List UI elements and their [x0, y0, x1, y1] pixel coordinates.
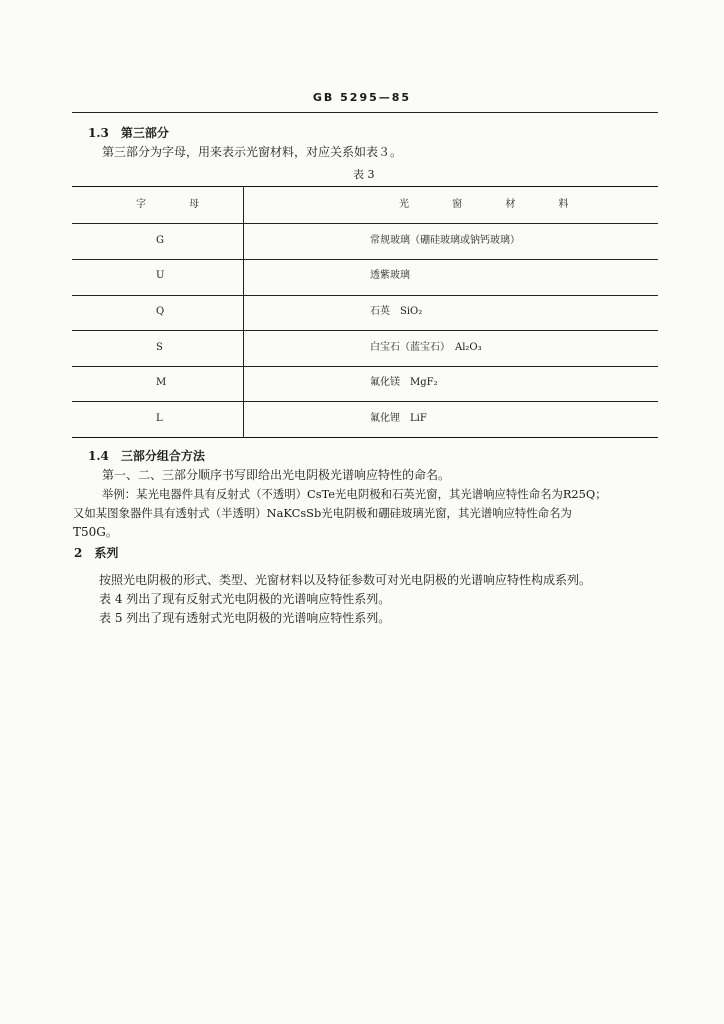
- table-row-rule: [72, 401, 658, 402]
- table-header-material: 光 窗 材 料: [399, 199, 589, 210]
- section-1-4-title: 1.4 三部分组合方法: [88, 449, 205, 463]
- table-cell-material: 氟化镁 MgF₂: [370, 377, 438, 388]
- paragraph-line: 表 5 列出了现有透射式光电阴极的光谱响应特性系列。: [99, 611, 391, 625]
- paragraph-line: 又如某图象器件具有透射式（半透明）NaKCsSb光电阴极和硼硅玻璃光窗，其光谱响应特性命名为: [73, 506, 572, 520]
- table-cell-material: 白宝石（蓝宝石） Al₂O₃: [370, 342, 482, 353]
- table-column-divider: [243, 186, 244, 437]
- table-row-rule: [72, 259, 658, 260]
- section-2-title: 2 系列: [74, 546, 119, 560]
- paragraph-line: T50G。: [73, 525, 118, 539]
- table-3-caption: 表 3: [353, 168, 375, 181]
- header-rule: [72, 112, 658, 113]
- table-cell-material: 透紫玻璃: [370, 270, 410, 281]
- table-cell-letter: Q: [156, 306, 165, 317]
- table-cell-letter: M: [156, 377, 167, 388]
- table-header-rule: [72, 223, 658, 224]
- table-row-rule: [72, 366, 658, 367]
- section-1-3-title: 1.3 第三部分: [88, 126, 169, 140]
- table-cell-material: 常规玻璃（硼硅玻璃或钠钙玻璃）: [370, 235, 520, 246]
- standard-number-header: GB 5295—85: [312, 91, 412, 104]
- table-cell-letter: S: [156, 342, 163, 353]
- paragraph-line: 表 4 列出了现有反射式光电阴极的光谱响应特性系列。: [99, 592, 391, 606]
- table-top-rule: [72, 186, 658, 187]
- table-bottom-rule: [72, 437, 658, 438]
- paragraph-line: 第一、二、三部分顺序书写即给出光电阴极光谱响应特性的命名。: [102, 468, 451, 482]
- table-row-rule: [72, 295, 658, 296]
- table-cell-letter: G: [156, 235, 164, 246]
- table-cell-material: 氟化锂 LiF: [370, 413, 427, 424]
- section-1-3-body: 第三部分为字母，用来表示光窗材料，对应关系如表３。: [102, 145, 403, 159]
- paragraph-line: 举例：某光电器件具有反射式（不透明）CsTe光电阴极和石英光窗，其光谱响应特性命名为R25Q；: [102, 487, 607, 501]
- table-cell-letter: U: [156, 270, 165, 281]
- table-cell-letter: L: [156, 413, 163, 424]
- table-header-letter: 字 母: [136, 199, 220, 210]
- table-cell-material: 石英 SiO₂: [370, 306, 423, 317]
- paragraph-line: 按照光电阴极的形式、类型、光窗材料以及特征参数可对光电阴极的光谱响应特性构成系列。: [99, 573, 592, 587]
- table-row-rule: [72, 330, 658, 331]
